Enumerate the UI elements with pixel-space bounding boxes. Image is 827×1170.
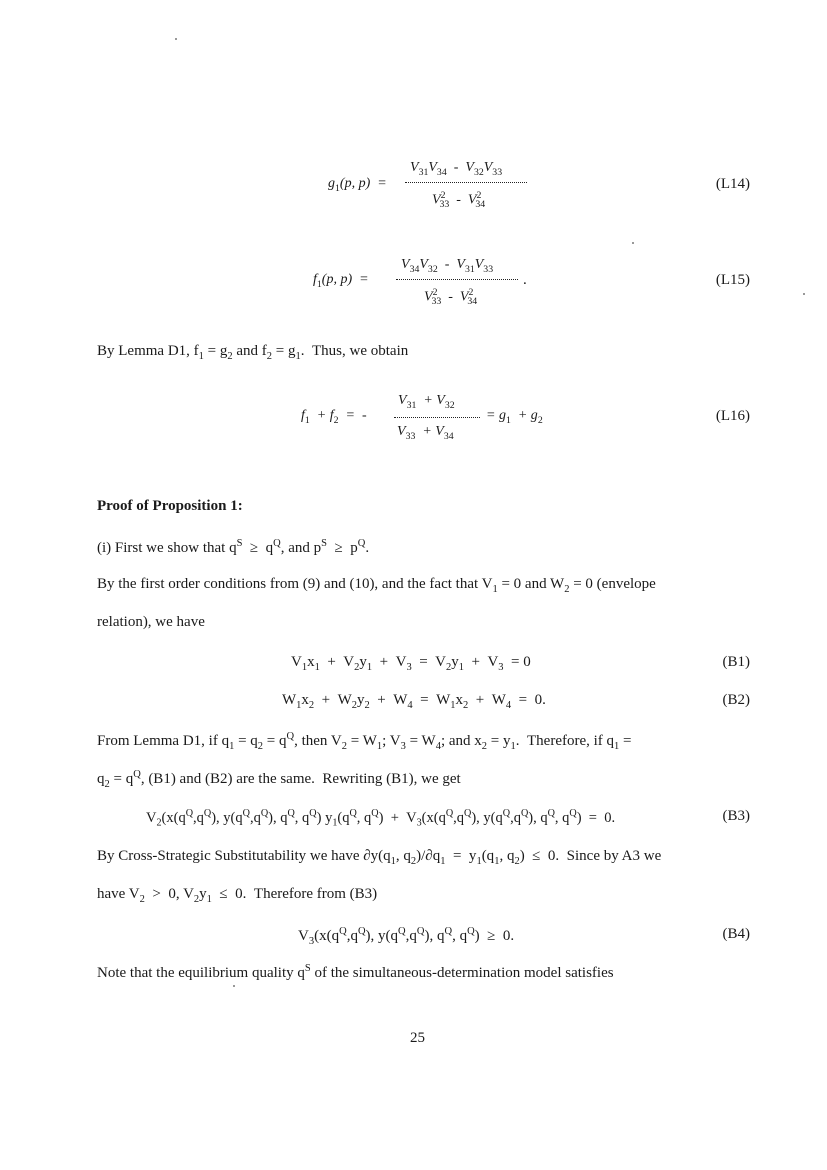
equation-period: . bbox=[523, 272, 527, 288]
paragraph-part-i: (i) First we show that $q^S \ge q^Q$, and $p^S \ge p^Q$. bbox=[97, 538, 370, 556]
scan-speck bbox=[632, 242, 634, 244]
equation-number: (B4) bbox=[722, 926, 750, 942]
equation-b3: $V_2(x(q^Q,q^Q)$, $y(q^Q,q^Q)$, $q^Q$, $q^Q$) $y_1(q^Q$, $q^Q) + V_3(x(q^Q,q^Q)$, $y(q^Q,q^Q)$, $q^Q$, $q^Q) = 0$. bbox=[146, 808, 616, 829]
equation-number: (B1) bbox=[722, 654, 750, 670]
paragraph-foc-line2: relation), we have bbox=[97, 614, 205, 630]
paragraph-lemma-line1: From Lemma D1, if $q_1 = q_2 = q^Q$, then $V_2 = W_1$; $V_3 = W_4$; and $x_2 = y_1$. Therefore, if $q_1$ = bbox=[97, 731, 632, 752]
equation-number: (B3) bbox=[722, 808, 750, 824]
equation-lhs: $f_1 + f_2$ = - bbox=[301, 408, 367, 426]
equation-number: (B2) bbox=[722, 692, 750, 708]
equation-lhs: $f_1(p$, p) = bbox=[313, 272, 369, 290]
equation-numerator: $V_{31} + V_{32}$ bbox=[398, 393, 455, 411]
paragraph-lemma-d1: By Lemma D1, $f_1 = g_2$ and $f_2 = g_1$. Thus, we obtain bbox=[97, 343, 409, 362]
section-heading: Proof of Proposition 1: bbox=[97, 498, 243, 514]
paragraph-cross-line1: By Cross-Strategic Substitutability we have $\partial y(q_1$, $q_2)/\partial q_1 = y_1(q_1$, $q_2) \le 0$. Since by A3 we bbox=[97, 848, 662, 867]
fraction-bar bbox=[405, 182, 527, 183]
equation-lhs: $g_1(p$, p) = bbox=[328, 176, 387, 194]
equation-denominator: $V^2_{33} - V^2_{34}$ bbox=[424, 287, 478, 308]
equation-numerator: $V_{34}V_{32} - V_{31}V_{33}$ bbox=[401, 257, 494, 275]
equation-rhs: = $g_1 + g_2$ bbox=[486, 408, 543, 426]
equation-b1: $V_1x_1 + V_2y_1 + V_3 = V_2y_1 + V_3 = 0$ bbox=[291, 654, 531, 673]
paragraph-foc-line1: By the first order conditions from (9) and (10), and the fact that $V_1 = 0$ and $W_2 = 0$ (envelope bbox=[97, 576, 656, 595]
equation-number: (L16) bbox=[715, 408, 750, 424]
equation-denominator: $V^2_{33} - V^2_{34}$ bbox=[432, 190, 486, 211]
paragraph-note: Note that the equilibrium quality $q^S$ of the simultaneous-determination model satisfies bbox=[97, 963, 614, 981]
equation-b2: $W_1x_2 + W_2y_2 + W_4 = W_1x_2 + W_4 = 0$. bbox=[282, 692, 546, 711]
scan-speck bbox=[803, 293, 805, 295]
equation-number: (L15) bbox=[715, 272, 750, 288]
paragraph-lemma-line2: $q_2 = q^Q$, (B1) and (B2) are the same. Rewriting (B1), we get bbox=[97, 769, 461, 790]
scan-speck bbox=[233, 985, 235, 987]
page-number: 25 bbox=[410, 1030, 425, 1046]
fraction-bar bbox=[396, 279, 518, 280]
paragraph-cross-line2: have $V_2 > 0$, $V_2y_1 \le 0$. Therefore from (B3) bbox=[97, 886, 378, 905]
equation-denominator: $V_{33} + V_{34}$ bbox=[397, 424, 454, 442]
equation-number: (L14) bbox=[715, 176, 750, 192]
equation-b4: $V_3(x(q^Q,q^Q)$, $y(q^Q,q^Q)$, $q^Q$, $q^Q) \ge 0$. bbox=[298, 926, 515, 947]
scan-speck bbox=[175, 38, 177, 40]
equation-numerator: $V_{31}V_{34} - V_{32}V_{33}$ bbox=[410, 160, 503, 178]
fraction-bar bbox=[394, 417, 480, 418]
